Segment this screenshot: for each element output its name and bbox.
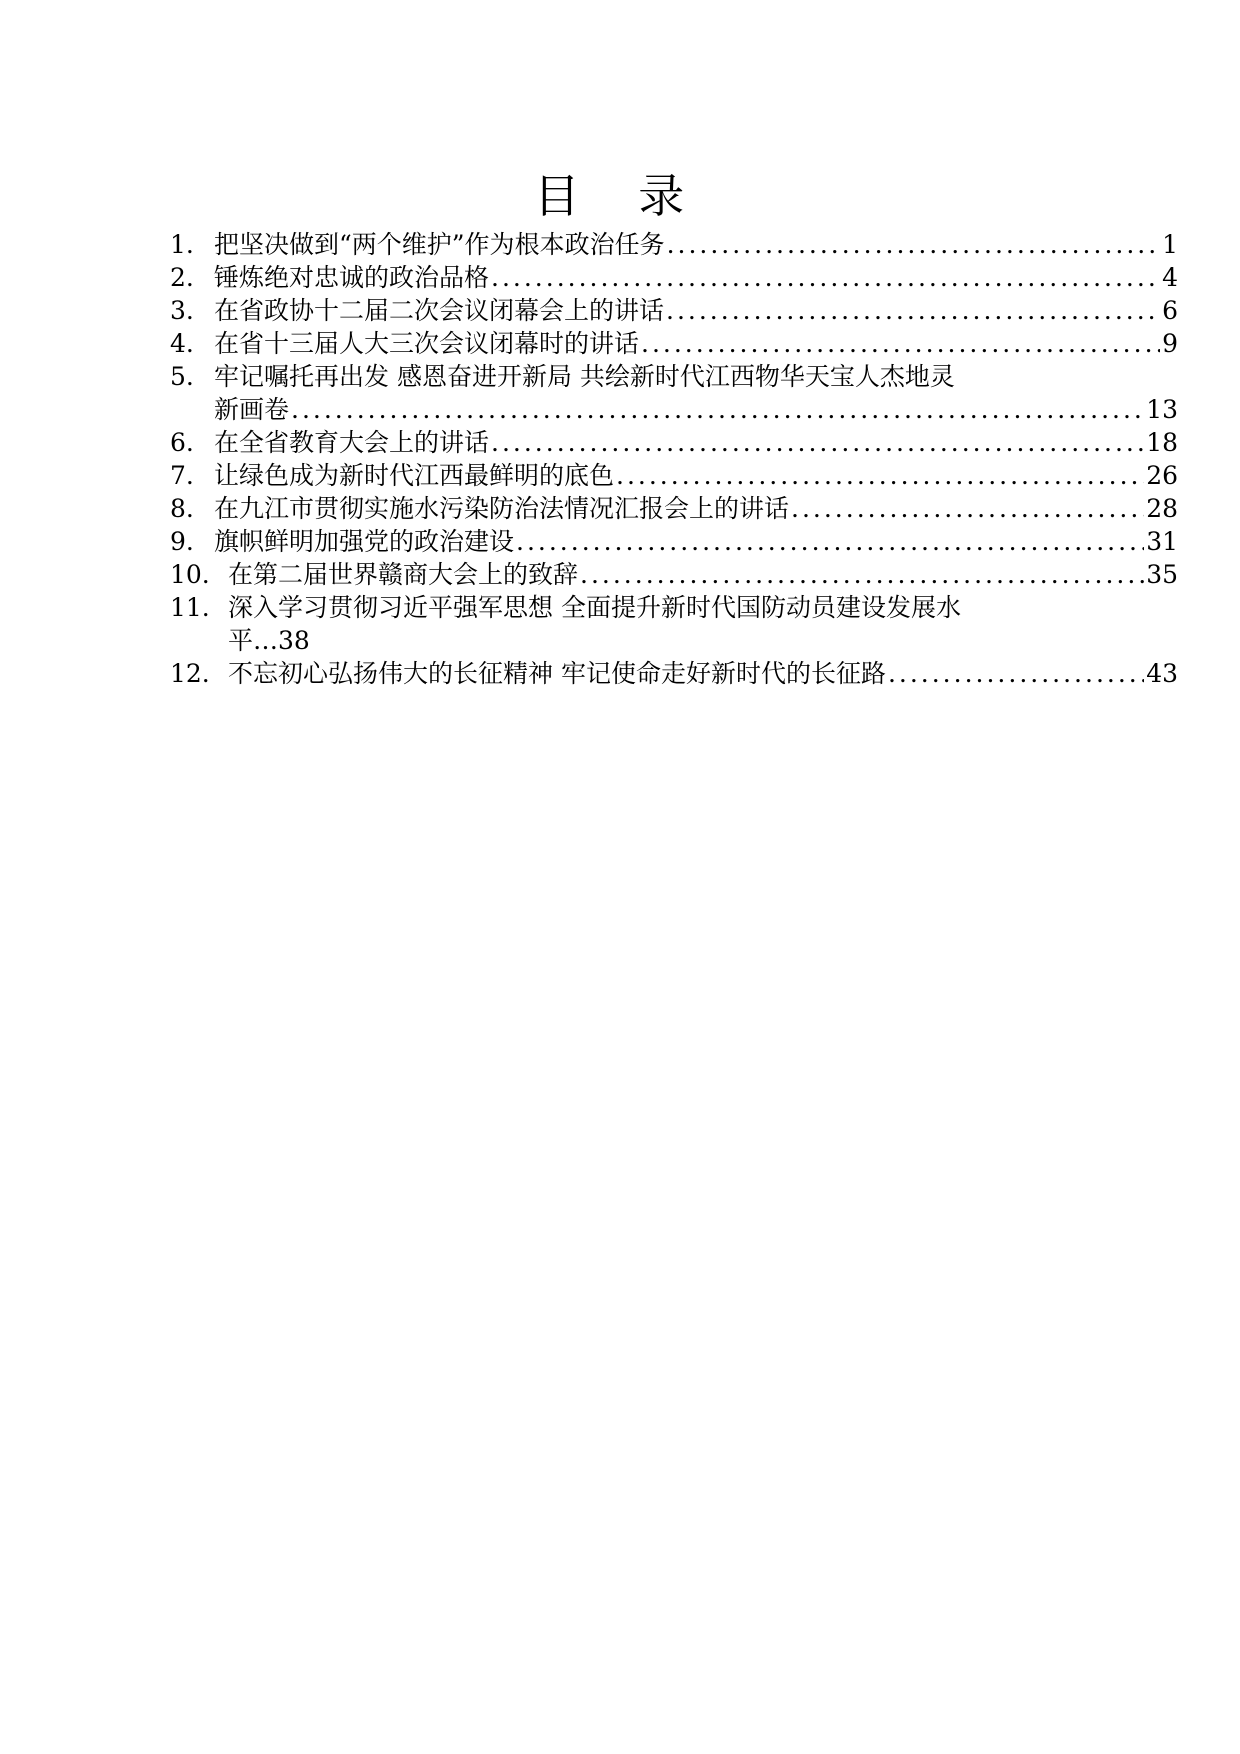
toc-dot-leader [791, 492, 1144, 525]
toc-entry-title: 深入学习贯彻习近平强军思想 全面提升新时代国防动员建设发展水 [228, 593, 961, 622]
toc-entry[interactable] [170, 228, 1178, 261]
toc-entry-page: 4 [1162, 263, 1178, 292]
toc-entry-title: 在全省教育大会上的讲话 [214, 428, 490, 457]
toc-dot-leader [888, 657, 1144, 690]
toc-entry-page: 26 [1146, 461, 1178, 490]
toc-entry-page: 18 [1146, 428, 1178, 457]
toc-dot-leader [516, 525, 1144, 558]
toc-entry-title-continuation: 平…38 [228, 626, 310, 655]
toc-entry[interactable] [170, 525, 1178, 558]
toc-entry-number: 12. [170, 659, 210, 688]
toc-dot-leader [641, 327, 1160, 360]
toc-entry-title: 在九江市贯彻实施水污染防治法情况汇报会上的讲话 [214, 494, 790, 523]
toc-entry-page: 35 [1146, 560, 1178, 589]
toc-entry-title: 把坚决做到“两个维护”作为根本政治任务 [214, 230, 665, 259]
toc-entry-title: 在省政协十二届二次会议闭幕会上的讲话 [214, 296, 665, 325]
toc-entry-number: 4. [170, 329, 194, 358]
toc-dot-leader [667, 228, 1161, 261]
toc-entry[interactable] [170, 591, 1178, 657]
toc-entry-title: 牢记嘱托再出发 感恩奋进开新局 共绘新时代江西物华天宝人杰地灵 [214, 362, 955, 391]
toc-entry[interactable] [170, 657, 1178, 690]
toc-entry-title-continuation: 新画卷 [214, 395, 290, 424]
toc-entry-number: 6. [170, 428, 194, 457]
toc-entry-title: 在省十三届人大三次会议闭幕时的讲话 [214, 329, 640, 358]
toc-entry[interactable] [170, 426, 1178, 459]
toc-entry-title: 在第二届世界赣商大会上的致辞 [228, 560, 579, 589]
toc-entry-page: 1 [1162, 230, 1178, 259]
toc-entry[interactable] [170, 360, 1178, 426]
toc-entry[interactable] [170, 558, 1178, 591]
toc-entry-title: 让绿色成为新时代江西最鲜明的底色 [214, 461, 615, 490]
toc-dot-leader [291, 393, 1144, 426]
toc-entry-number: 1. [170, 230, 194, 259]
toc-entry[interactable] [170, 294, 1178, 327]
toc-list [170, 228, 1178, 690]
toc-entry-number: 9. [170, 527, 194, 556]
toc-entry-page: 31 [1146, 527, 1178, 556]
toc-entry-number: 2. [170, 263, 194, 292]
toc-dot-leader [580, 558, 1144, 591]
toc-dot-leader [491, 261, 1160, 294]
toc-entry-title: 不忘初心弘扬伟大的长征精神 牢记使命走好新时代的长征路 [228, 659, 886, 688]
toc-entry-title: 旗帜鲜明加强党的政治建设 [214, 527, 515, 556]
toc-entry-page: 13 [1146, 395, 1178, 424]
toc-entry-number: 11. [170, 593, 210, 622]
toc-entry-title: 锤炼绝对忠诚的政治品格 [214, 263, 490, 292]
toc-entry-page: 6 [1162, 296, 1178, 325]
toc-entry[interactable] [170, 261, 1178, 294]
toc-entry-number: 5. [170, 362, 194, 391]
toc-dot-leader [491, 426, 1144, 459]
toc-entry-page: 9 [1162, 329, 1178, 358]
toc-entry-number: 8. [170, 494, 194, 523]
toc-entry-page: 43 [1146, 659, 1178, 688]
toc-entry[interactable] [170, 492, 1178, 525]
toc-entry[interactable] [170, 327, 1178, 360]
toc-entry-number: 3. [170, 296, 194, 325]
toc-title: 目 录 [533, 169, 707, 223]
toc-dot-leader [666, 294, 1160, 327]
toc-entry-number: 7. [170, 461, 194, 490]
toc-dot-leader [616, 459, 1144, 492]
toc-entry[interactable] [170, 459, 1178, 492]
toc-entry-number: 10. [170, 560, 210, 589]
toc-entry-page: 28 [1146, 494, 1178, 523]
